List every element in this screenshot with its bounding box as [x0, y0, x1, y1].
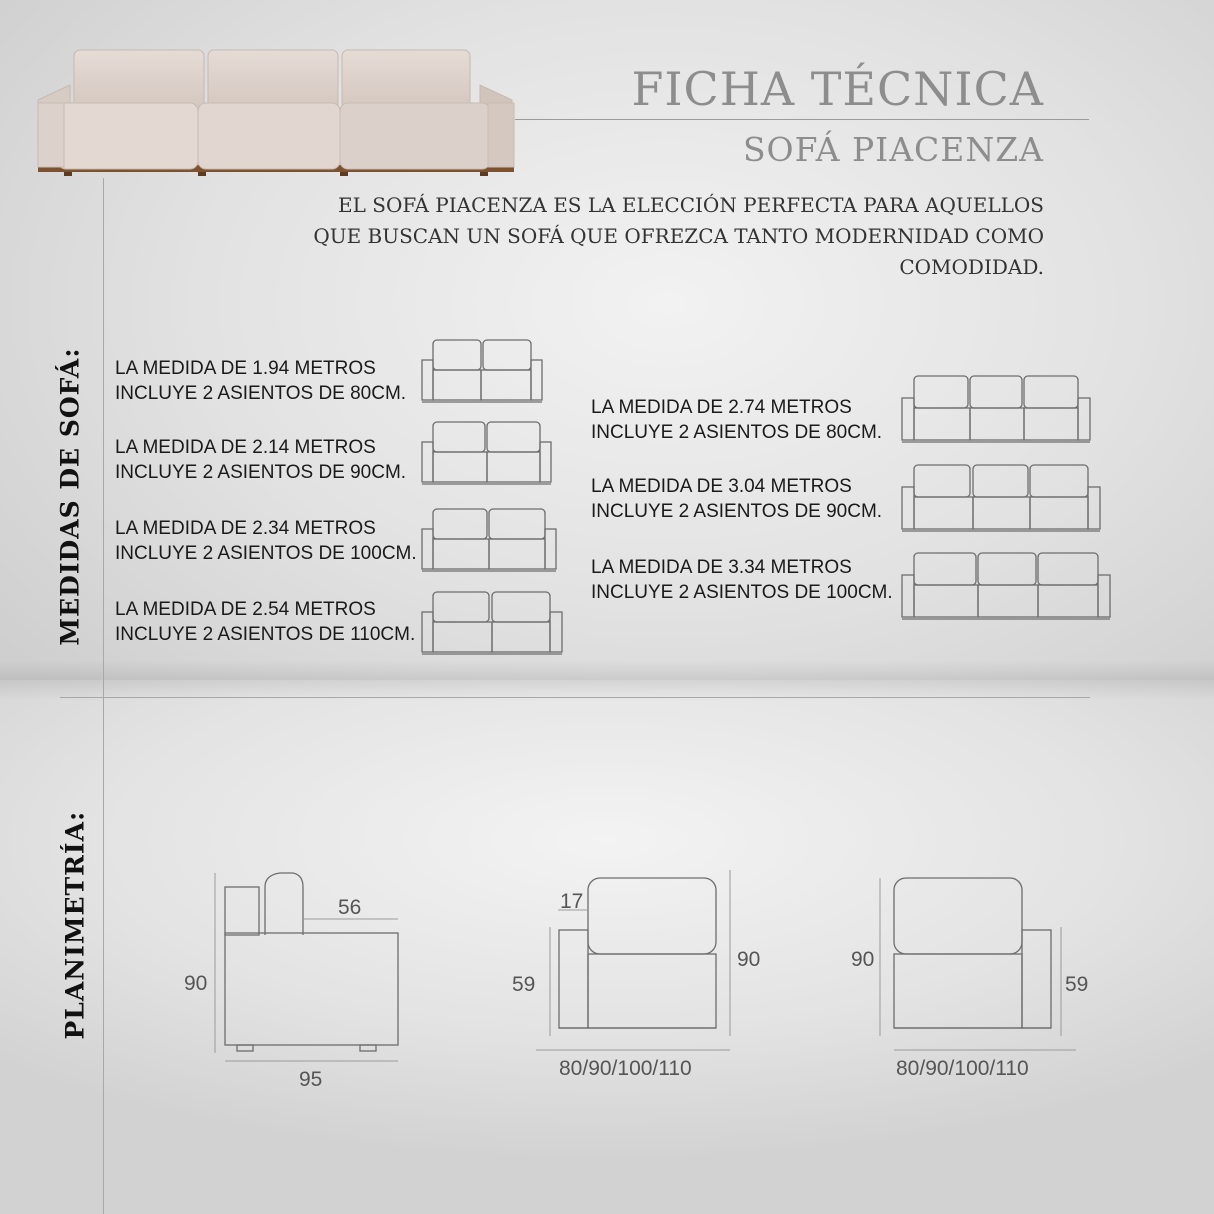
size-spec-line: LA MEDIDA DE 2.14 METROS — [115, 437, 376, 458]
size-spec-1 — [115, 356, 406, 406]
page-title: FICHA TÉCNICA — [631, 62, 1044, 116]
size-spec-line: LA MEDIDA DE 2.54 METROS — [115, 599, 376, 620]
size-spec-line: LA MEDIDA DE 2.74 METROS — [591, 397, 852, 418]
dim-side-90: 90 — [184, 972, 208, 995]
size-spec-line: INCLUYE 2 ASIENTOS DE 80CM. — [591, 422, 883, 443]
sofa-3-seat-icon — [900, 373, 1095, 448]
size-spec-line: INCLUYE 2 ASIENTOS DE 100CM. — [591, 582, 893, 603]
size-spec-line: LA MEDIDA DE 2.34 METROS — [115, 518, 376, 539]
section-divider — [60, 697, 1090, 698]
dim-front-right-90: 90 — [851, 948, 875, 971]
sofa-2-seat-icon — [420, 588, 565, 658]
size-spec-line: INCLUYE 2 ASIENTOS DE 90CM. — [115, 462, 407, 483]
product-description: EL SOFÁ PIACENZA ES LA ELECCIÓN PERFECTA PARA AQUELLOS QUE BUSCAN UN SOFÁ QUE OFREZCA TANTO MODERNIDAD COMO COMODIDAD. — [313, 193, 1044, 279]
size-spec-line: INCLUYE 2 ASIENTOS DE 90CM. — [591, 501, 883, 522]
dim-front-width: 80/90/100/110 — [559, 1057, 692, 1080]
dim-side-56: 56 — [338, 896, 362, 919]
vertical-divider — [103, 178, 104, 1214]
title-divider — [515, 119, 1089, 120]
dim-front-90: 90 — [737, 948, 761, 971]
horizon-shadow — [0, 660, 1214, 700]
sofa-3-seat-icon — [900, 462, 1105, 537]
size-spec-7 — [591, 555, 893, 605]
size-spec-2 — [115, 435, 406, 485]
section-label-medidas: MEDIDAS DE SOFÁ: — [55, 347, 85, 646]
sofa-2-seat-icon — [420, 338, 550, 408]
dim-front-17: 17 — [560, 890, 584, 913]
dim-front-59: 59 — [512, 973, 536, 996]
size-spec-6 — [591, 474, 882, 524]
front-view-right-arm-drawing — [868, 860, 1083, 1060]
product-name: SOFÁ PIACENZA — [742, 130, 1044, 169]
sofa-hero-image — [30, 45, 520, 180]
size-spec-line: LA MEDIDA DE 3.34 METROS — [591, 557, 852, 578]
size-spec-line: INCLUYE 2 ASIENTOS DE 100CM. — [115, 543, 417, 564]
size-spec-line: LA MEDIDA DE 3.04 METROS — [591, 476, 852, 497]
size-spec-line: INCLUYE 2 ASIENTOS DE 110CM. — [115, 624, 416, 645]
side-view-drawing — [205, 865, 415, 1065]
sofa-2-seat-icon — [420, 505, 560, 575]
sofa-2-seat-icon — [420, 418, 560, 488]
section-label-planimetria: PLANIMETRÍA: — [60, 810, 90, 1040]
size-spec-5 — [591, 395, 882, 445]
dim-front-right-width: 80/90/100/110 — [896, 1057, 1029, 1080]
size-spec-line: INCLUYE 2 ASIENTOS DE 80CM. — [115, 383, 407, 404]
dim-side-95: 95 — [299, 1068, 323, 1091]
size-spec-line: LA MEDIDA DE 1.94 METROS — [115, 358, 376, 379]
size-spec-3 — [115, 516, 417, 566]
sofa-3-seat-icon — [900, 549, 1114, 627]
dim-front-right-59: 59 — [1065, 973, 1089, 996]
size-spec-4 — [115, 597, 415, 647]
